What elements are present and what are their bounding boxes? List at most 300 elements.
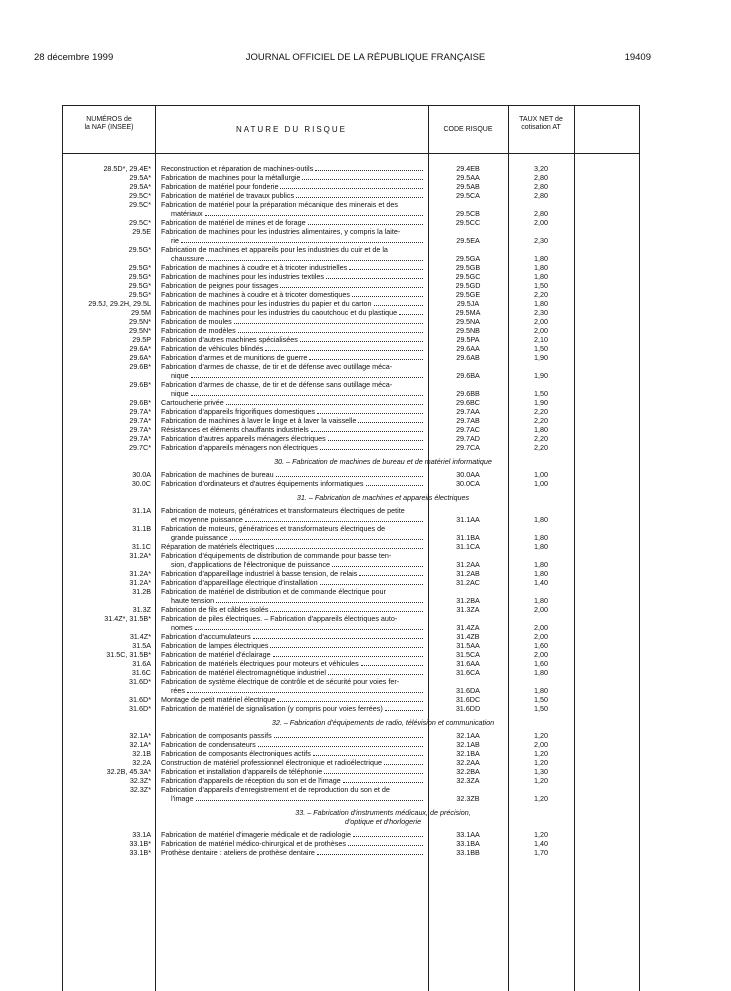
- risk-nature-text: Fabrication d'accumulateurs: [161, 632, 251, 641]
- naf-code: 29.7C*: [129, 443, 151, 452]
- net-rate: [508, 191, 574, 200]
- table-row: [63, 227, 639, 245]
- net-rate: [508, 299, 574, 308]
- net-rate-value: 1,80: [534, 668, 548, 677]
- naf-code: 29.6A*: [129, 353, 151, 362]
- table-row: [63, 569, 639, 578]
- risk-code-value: 33.1BA: [456, 839, 480, 848]
- net-rate: [508, 767, 574, 776]
- risk-code: [428, 614, 508, 632]
- naf-code: 29.5N*: [129, 317, 151, 326]
- risk-nature-text: Fabrication de matériel d'éclairage: [161, 650, 271, 659]
- net-rate: [508, 830, 574, 839]
- table-row: [63, 776, 639, 785]
- risk-nature-text: Fabrication d'appareils d'enregistrement et de reproduction du son et de: [161, 785, 390, 794]
- risk-nature-text: Fabrication de matériel de signalisation (y compris pour voies ferrées): [161, 704, 383, 713]
- risk-code: [428, 587, 508, 605]
- naf-code: 32.3Z*: [129, 776, 151, 785]
- risk-code: [428, 434, 508, 443]
- net-rate: [508, 470, 574, 479]
- dot-leader: [324, 767, 423, 774]
- net-rate-value: 2,20: [534, 416, 548, 425]
- net-rate-value: 1,50: [534, 704, 548, 713]
- dot-leader: [328, 434, 423, 441]
- table-row: [63, 506, 639, 524]
- table-row: [63, 263, 639, 272]
- risk-nature: [155, 614, 428, 632]
- risk-nature-text: Fabrication de véhicules blindés: [161, 344, 264, 353]
- risk-code-value: 31.2BA: [456, 596, 480, 605]
- risk-code: [428, 785, 508, 803]
- net-rate-value: 2,20: [534, 290, 548, 299]
- table-row: [63, 173, 639, 182]
- naf-code: 33.1B*: [129, 848, 151, 857]
- risk-nature: [155, 767, 428, 776]
- table-row: [63, 749, 639, 758]
- risk-code-value: 31.6DC: [455, 695, 481, 704]
- table-row: [63, 731, 639, 740]
- risk-code-value: 32.3ZA: [456, 776, 480, 785]
- risk-nature-text: Fabrication de modèles: [161, 326, 236, 335]
- net-rate-value: 2,80: [534, 173, 548, 182]
- risk-nature-text: Fabrication de composants électroniques actifs: [161, 749, 311, 758]
- table-row: [63, 434, 639, 443]
- risk-code: [428, 659, 508, 668]
- net-rate-value: 2,00: [534, 326, 548, 335]
- net-rate-value: 1,80: [534, 272, 548, 281]
- page-header-title: JOURNAL OFFICIEL DE LA RÉPUBLIQUE FRANÇAISE: [245, 52, 486, 63]
- dot-leader: [205, 209, 423, 216]
- risk-code: [428, 632, 508, 641]
- risk-code: [428, 191, 508, 200]
- dot-leader: [296, 191, 423, 198]
- risk-code-value: 29.5NB: [456, 326, 480, 335]
- risk-nature-text: Fabrication de système électrique de contrôle et de sécurité pour voies fer-: [161, 677, 400, 686]
- dot-leader: [308, 218, 423, 225]
- dot-leader: [385, 704, 423, 711]
- net-rate: [508, 848, 574, 857]
- risk-nature-continuation: l'image: [171, 794, 194, 803]
- risk-nature: [155, 641, 428, 650]
- risk-nature-text: Fabrication d'appareils frigorifiques domestiques: [161, 407, 315, 416]
- risk-code-value: 29.5MA: [455, 308, 481, 317]
- table-row: [63, 353, 639, 362]
- dot-leader: [181, 236, 423, 243]
- naf-code: 32.3Z*: [129, 785, 151, 794]
- table-row: [63, 740, 639, 749]
- net-rate-value: 2,30: [534, 308, 548, 317]
- risk-code-value: 31.6DD: [455, 704, 481, 713]
- naf-code: 31.3Z: [132, 605, 151, 614]
- risk-code: [428, 362, 508, 380]
- net-rate-value: 1,80: [534, 263, 548, 272]
- table-row: [63, 641, 639, 650]
- risk-nature-text: Fabrication de machines pour les industries alimentaires, y compris la laite-: [161, 227, 401, 236]
- net-rate: [508, 218, 574, 227]
- risk-nature-text: Fabrication de matériel pour fonderie: [161, 182, 279, 191]
- naf-code: 31.4Z*: [129, 632, 151, 641]
- naf-code: 31.1B: [132, 524, 151, 533]
- net-rate: [508, 659, 574, 668]
- dot-leader: [348, 839, 423, 846]
- section-heading-line: 32. – Fabrication d'équipements de radio, télévision et communication: [271, 718, 495, 727]
- risk-nature: [155, 470, 428, 479]
- risk-nature-continuation: sion, d'applications de l'électronique de puissance: [171, 560, 330, 569]
- naf-code: 29.5A*: [129, 182, 151, 191]
- naf-code: 29.5G*: [128, 290, 151, 299]
- table-row: [63, 830, 639, 839]
- net-rate: [508, 551, 574, 569]
- risk-nature-text: Prothèse dentaire : ateliers de prothèse dentaire: [161, 848, 315, 857]
- net-rate-value: 1,80: [534, 569, 548, 578]
- table-row: [63, 758, 639, 767]
- table-row: [63, 308, 639, 317]
- net-rate: [508, 281, 574, 290]
- table-row: [63, 614, 639, 632]
- dot-leader: [245, 515, 423, 522]
- net-rate: [508, 614, 574, 632]
- risk-code-value: 29.4EB: [456, 164, 480, 173]
- net-rate: [508, 425, 574, 434]
- risk-nature: [155, 785, 428, 803]
- risk-code-value: 33.1BB: [456, 848, 480, 857]
- risk-nature: [155, 659, 428, 668]
- dot-leader: [276, 470, 423, 477]
- dot-leader: [349, 263, 423, 270]
- naf-code: 31.6A: [132, 659, 151, 668]
- risk-nature: [155, 200, 428, 218]
- net-rate-value: 1,90: [534, 398, 548, 407]
- net-rate: [508, 758, 574, 767]
- net-rate-value: 1,80: [534, 299, 548, 308]
- risk-code-value: 32.3ZB: [456, 794, 480, 803]
- naf-code: 29.7A*: [129, 416, 151, 425]
- risk-nature-continuation: matériaux: [171, 209, 203, 218]
- naf-code: 32.1B: [132, 749, 151, 758]
- risk-nature: [155, 398, 428, 407]
- page-header-date: 28 décembre 1999: [34, 52, 114, 63]
- risk-code-value: 29.5CB: [456, 209, 480, 218]
- risk-nature: [155, 605, 428, 614]
- net-rate: [508, 200, 574, 218]
- risk-nature-text: Fabrication de moules: [161, 317, 232, 326]
- net-rate: [508, 353, 574, 362]
- column-header-naf: NUMÉROS de la NAF (INSEE): [84, 116, 134, 131]
- net-rate: [508, 434, 574, 443]
- risk-code-value: 31.2AC: [456, 578, 480, 587]
- risk-nature-text: Fabrication de moteurs, génératrices et transformateurs électriques de: [161, 524, 386, 533]
- dot-leader: [374, 299, 423, 306]
- risk-nature-text: Montage de petit matériel électrique: [161, 695, 276, 704]
- risk-code: [428, 326, 508, 335]
- net-rate-value: 2,00: [534, 317, 548, 326]
- risk-code-value: 31.6DA: [456, 686, 480, 695]
- naf-code: 29.5A*: [129, 173, 151, 182]
- risk-code-value: 31.6CA: [456, 668, 480, 677]
- page-header-number: 19409: [624, 52, 651, 63]
- risk-code: [428, 506, 508, 524]
- section-heading: [155, 803, 611, 830]
- dot-leader: [359, 569, 423, 576]
- risk-nature: [155, 848, 428, 857]
- risk-nature-text: Fabrication de machines pour les industries textiles: [161, 272, 324, 281]
- net-rate-value: 1,80: [534, 542, 548, 551]
- risk-nature: [155, 416, 428, 425]
- table-row: [63, 839, 639, 848]
- risk-nature-text: Fabrication de matériel de travaux publics: [161, 191, 295, 200]
- risk-code-value: 31.2AB: [456, 569, 480, 578]
- risk-nature: [155, 272, 428, 281]
- naf-code: 29.6B*: [129, 380, 151, 389]
- risk-code: [428, 308, 508, 317]
- risk-code-value: 31.5CA: [456, 650, 480, 659]
- risk-nature-continuation: haute tension: [171, 596, 215, 605]
- risk-code-value: 29.5GC: [455, 272, 481, 281]
- net-rate-value: 1,80: [534, 533, 548, 542]
- risk-code: [428, 776, 508, 785]
- dot-leader: [270, 605, 423, 612]
- net-rate: [508, 524, 574, 542]
- net-rate-value: 2,80: [534, 182, 548, 191]
- risk-code: [428, 749, 508, 758]
- dot-leader: [353, 830, 423, 837]
- net-rate-value: 1,90: [534, 353, 548, 362]
- risk-code-value: 31.4ZB: [456, 632, 480, 641]
- risk-code-value: 29.7AB: [456, 416, 480, 425]
- dot-leader: [276, 542, 423, 549]
- net-rate-value: 1,50: [534, 281, 548, 290]
- risk-nature-continuation: rie: [171, 236, 179, 245]
- naf-code: 32.1A*: [129, 731, 151, 740]
- dot-leader: [399, 308, 423, 315]
- risk-code-value: 31.1AA: [456, 515, 480, 524]
- naf-code: 33.1B*: [129, 839, 151, 848]
- risk-nature: [155, 479, 428, 488]
- risk-code: [428, 668, 508, 677]
- risk-nature: [155, 587, 428, 605]
- risk-nature-text: Fabrication de machines pour les industries du caoutchouc et du plastique: [161, 308, 398, 317]
- net-rate: [508, 173, 574, 182]
- risk-code: [428, 443, 508, 452]
- risk-code: [428, 758, 508, 767]
- risk-nature: [155, 506, 428, 524]
- risk-nature-text: Fabrication de matériel de distribution et de commande électrique pour: [161, 587, 386, 596]
- net-rate-value: 1,80: [534, 425, 548, 434]
- net-rate: [508, 605, 574, 614]
- risk-code-value: 31.6AA: [456, 659, 480, 668]
- dot-leader: [253, 632, 423, 639]
- net-rate-value: 2,00: [534, 218, 548, 227]
- table-row: [63, 785, 639, 803]
- net-rate: [508, 839, 574, 848]
- risk-nature: [155, 551, 428, 569]
- naf-code: 32.1A*: [129, 740, 151, 749]
- naf-code: 30.0A: [132, 470, 151, 479]
- net-rate: [508, 182, 574, 191]
- risk-nature-text: Fabrication d'appareils ménagers non électriques: [161, 443, 318, 452]
- table-row: [63, 362, 639, 380]
- dot-leader: [270, 641, 423, 648]
- risk-code: [428, 335, 508, 344]
- risk-nature-text: Fabrication et installation d'appareils de téléphonie: [161, 767, 323, 776]
- naf-code: 29.5G*: [128, 245, 151, 254]
- table-row: [63, 425, 639, 434]
- risk-nature: [155, 524, 428, 542]
- net-rate-value: 1,20: [534, 749, 548, 758]
- naf-code: 29.7A*: [129, 407, 151, 416]
- risk-code: [428, 470, 508, 479]
- naf-code: 31.2B: [132, 587, 151, 596]
- risk-nature-text: Résistances et éléments chauffants industriels: [161, 425, 309, 434]
- risk-code-value: 29.5NA: [456, 317, 480, 326]
- dot-leader: [238, 326, 423, 333]
- net-rate: [508, 776, 574, 785]
- net-rate-value: 2,00: [534, 632, 548, 641]
- dot-leader: [361, 659, 423, 666]
- net-rate-value: 1,20: [534, 758, 548, 767]
- risk-nature: [155, 380, 428, 398]
- net-rate: [508, 407, 574, 416]
- risk-nature-text: Fabrication d'autres appareils ménagers électriques: [161, 434, 326, 443]
- dot-leader: [358, 416, 423, 423]
- risk-nature: [155, 542, 428, 551]
- net-rate: [508, 317, 574, 326]
- naf-code: 31.2A*: [129, 551, 151, 560]
- net-rate-value: 2,20: [534, 434, 548, 443]
- risk-code: [428, 200, 508, 218]
- net-rate: [508, 785, 574, 803]
- net-rate: [508, 668, 574, 677]
- risk-nature: [155, 749, 428, 758]
- net-rate: [508, 380, 574, 398]
- risk-nature-text: Fabrication de matériel pour la préparation mécanique des minerais et des: [161, 200, 398, 209]
- risk-code-value: 32.2BA: [456, 767, 480, 776]
- risk-code: [428, 695, 508, 704]
- table-row: [63, 605, 639, 614]
- risk-code-value: 30.0AA: [456, 470, 480, 479]
- risk-nature: [155, 335, 428, 344]
- risk-code: [428, 245, 508, 263]
- naf-code: 31.5A: [132, 641, 151, 650]
- table-row: [63, 650, 639, 659]
- risk-nature: [155, 173, 428, 182]
- net-rate-value: 1,80: [534, 686, 548, 695]
- risk-code-value: 32.1BA: [456, 749, 480, 758]
- risk-nature: [155, 776, 428, 785]
- table-row: [63, 587, 639, 605]
- risk-nature-continuation: rées: [171, 686, 185, 695]
- risk-nature: [155, 695, 428, 704]
- table-row: [63, 695, 639, 704]
- dot-leader: [317, 407, 423, 414]
- risk-nature: [155, 182, 428, 191]
- table-row: [63, 578, 639, 587]
- risk-nature-continuation: nique: [171, 371, 189, 380]
- risk-code-value: 29.5PA: [456, 335, 480, 344]
- net-rate: [508, 443, 574, 452]
- risk-code-value: 29.5CC: [455, 218, 481, 227]
- risk-code-value: 31.5AA: [456, 641, 480, 650]
- naf-code: 32.2A: [132, 758, 151, 767]
- naf-code: 31.6D*: [129, 695, 151, 704]
- risk-nature: [155, 704, 428, 713]
- dot-leader: [302, 173, 423, 180]
- net-rate: [508, 263, 574, 272]
- section-heading-line: 30. – Fabrication de machines de bureau et de matériel informatique: [274, 457, 492, 466]
- net-rate: [508, 398, 574, 407]
- table-row: [63, 659, 639, 668]
- net-rate-value: 2,20: [534, 407, 548, 416]
- risk-code: [428, 551, 508, 569]
- net-rate: [508, 749, 574, 758]
- net-rate: [508, 272, 574, 281]
- risk-code: [428, 830, 508, 839]
- risk-code-value: 29.5JA: [456, 299, 480, 308]
- column-header-taux: TAUX NET de cotisation AT: [519, 116, 563, 131]
- risk-nature-text: Reconstruction et réparation de machines-outils: [161, 164, 314, 173]
- risk-nature: [155, 164, 428, 173]
- net-rate: [508, 362, 574, 380]
- net-rate: [508, 344, 574, 353]
- risk-nature-text: Fabrication de lampes électriques: [161, 641, 269, 650]
- net-rate-value: 1,00: [534, 479, 548, 488]
- risk-nature: [155, 308, 428, 317]
- risk-code-value: 29.7AA: [456, 407, 480, 416]
- net-rate: [508, 704, 574, 713]
- dot-leader: [216, 596, 423, 603]
- risk-nature-text: Fabrication de matériels électriques pour moteurs et véhicules: [161, 659, 359, 668]
- dot-leader: [326, 272, 423, 279]
- dot-leader: [187, 686, 423, 693]
- net-rate-value: 1,40: [534, 839, 548, 848]
- table-row: [63, 245, 639, 263]
- net-rate: [508, 416, 574, 425]
- risk-code: [428, 218, 508, 227]
- net-rate-value: 1,50: [534, 344, 548, 353]
- risk-code: [428, 839, 508, 848]
- table-row: [63, 182, 639, 191]
- table-row: [63, 326, 639, 335]
- net-rate-value: 1,20: [534, 776, 548, 785]
- risk-code: [428, 524, 508, 542]
- risk-nature-text: Fabrication de matériel d'imagerie médicale et de radiologie: [161, 830, 351, 839]
- risk-nature-text: Fabrication d'armes de chasse, de tir et de défense avec outillage méca-: [161, 362, 393, 371]
- dot-leader: [317, 848, 423, 855]
- net-rate: [508, 695, 574, 704]
- risk-code: [428, 425, 508, 434]
- naf-code: 31.2A*: [129, 578, 151, 587]
- risk-nature: [155, 830, 428, 839]
- dot-leader: [366, 479, 423, 486]
- section-heading-line: d'optique et d'horlogerie: [344, 817, 422, 826]
- table-row: [63, 335, 639, 344]
- risk-nature-text: Fabrication d'équipements de distribution de commande pour basse ten-: [161, 551, 392, 560]
- risk-nature: [155, 191, 428, 200]
- section-heading: [155, 488, 611, 506]
- net-rate-value: 1,70: [534, 848, 548, 857]
- header-divider: [63, 153, 639, 154]
- risk-nature-text: Fabrication de machines à coudre et à tricoter domestiques: [161, 290, 350, 299]
- net-rate-value: 2,10: [534, 335, 548, 344]
- table-row: [63, 299, 639, 308]
- dot-leader: [320, 578, 423, 585]
- risk-nature-text: Fabrication de machines à coudre et à tricoter industrielles: [161, 263, 348, 272]
- risk-code-value: 32.2AA: [456, 758, 480, 767]
- table-row: [63, 380, 639, 398]
- net-rate-value: 2,20: [534, 443, 548, 452]
- net-rate-value: 1,20: [534, 794, 548, 803]
- naf-code: 29.6B*: [129, 362, 151, 371]
